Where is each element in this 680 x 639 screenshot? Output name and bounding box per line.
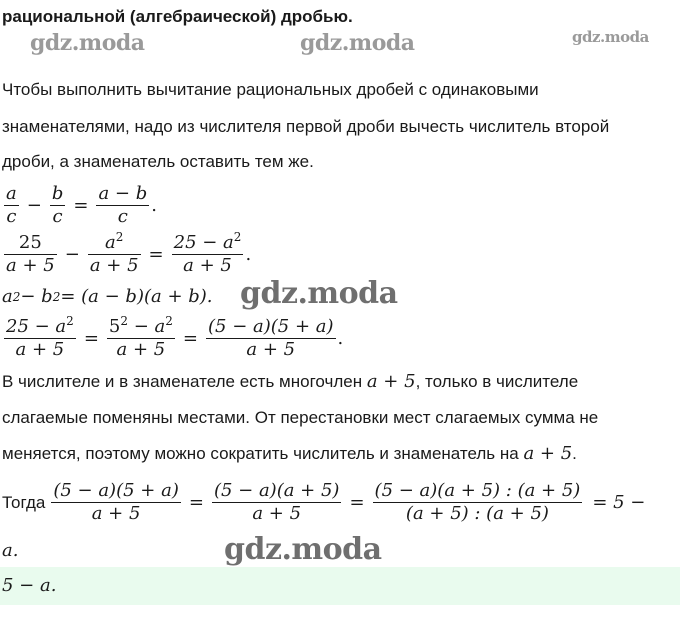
explanation-line-3: меняется, поэтому можно сократить числитель и знаменатель на a + 5. [2, 443, 577, 464]
formula-step-2: $\frac{25 - a^2}{a + 5}$ = $\frac{5^2 - a^2}{a + 5}$ = $\frac{(5 - a)(5 + a)}{a + 5}$ . [6, 314, 344, 360]
formula-final: Тогда $\frac{(5 - a)(5 + a)}{a + 5}$ = $\frac{(5 - a)(a + 5)}{a + 5}$ = $\frac{(5 - a)(a + 5) : (a + 5)}{(a + 5) : (a + 5)}$ = 5 − [2, 480, 646, 524]
watermark: gdz.moda [572, 28, 649, 46]
section-heading: рациональной (алгебраической) дробью. [2, 7, 353, 26]
watermark: gdz.moda [240, 276, 398, 311]
rule-line-2: знаменателями, надо из числителя первой дроби вычесть числитель второй [2, 117, 610, 136]
answer-box [0, 567, 680, 605]
answer-value: 5 − a. [2, 575, 57, 596]
rule-line-3: дроби, а знаменатель оставить тем же. [2, 152, 314, 171]
rule-line-1: Чтобы выполнить вычитание рациональных дробей с одинаковыми [2, 80, 539, 99]
watermark: gdz.moda [30, 30, 145, 56]
explanation-line-1: В числителе и в знаменателе есть многочлен a + 5, только в числителе [2, 371, 579, 392]
formula-step-1: $\frac{25}{a + 5}$ − $\frac{a^2}{a + 5}$ = $\frac{25 - a^2}{a + 5}$ . [6, 230, 252, 276]
watermark: gdz.moda [224, 532, 382, 567]
formula-squares: a 2 − b 2 = (a − b)(a + b). [2, 286, 213, 307]
formula-final-tail: a. [2, 540, 19, 561]
explanation-line-2: слагаемые поменяны местами. От перестановки мест слагаемых сумма не [2, 408, 599, 427]
watermark: gdz.moda [300, 30, 415, 56]
formula-general: $\frac{a}{c}$ − $\frac{b}{c}$ = $\frac{a - b}{c}$ . [6, 183, 157, 227]
